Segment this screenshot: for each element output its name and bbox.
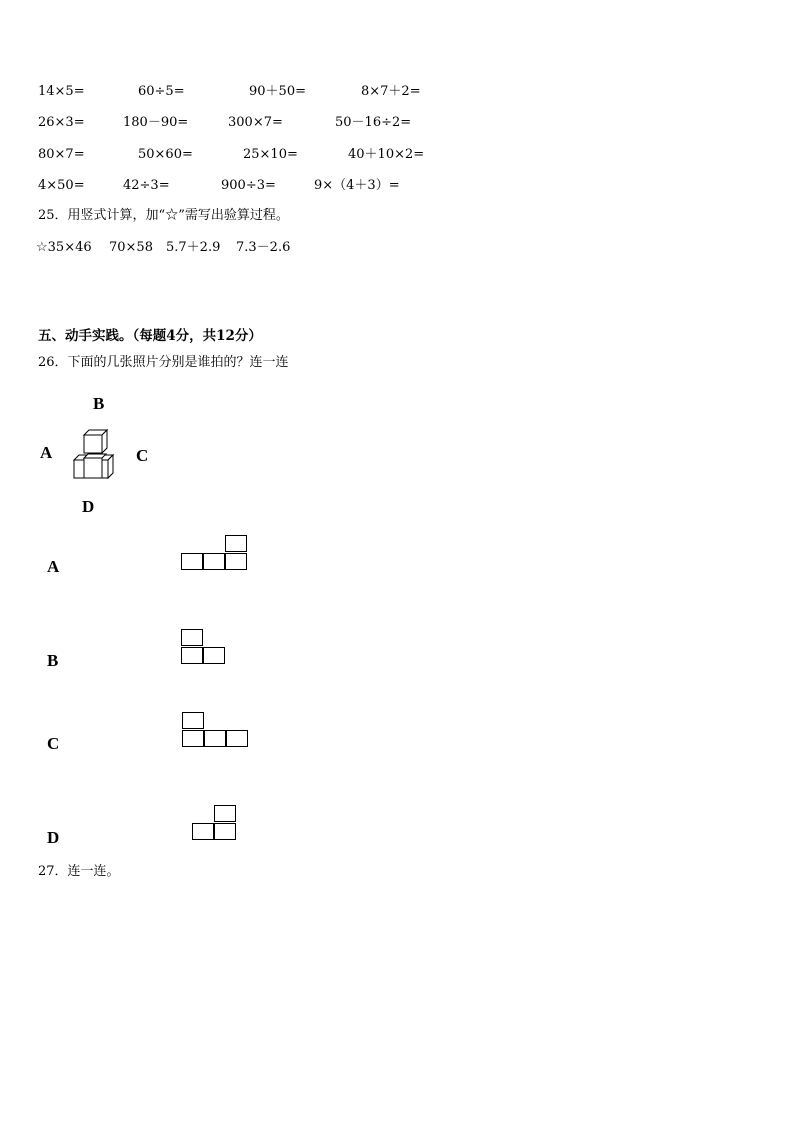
view-square [214,805,236,822]
vertical-calc-item: 5.7＋2.9 [166,240,221,255]
view-square [181,647,203,664]
view-square [225,535,247,552]
view-square [181,553,203,570]
view-square [226,730,248,747]
vertical-calc-item: 7.3－2.6 [236,240,291,255]
calc-item: 25×10= [243,147,298,162]
position-label-d: D [82,497,95,516]
calc-item: 50－16÷2= [335,115,412,130]
view-square [182,712,204,729]
calc-item: 8×7＋2= [361,84,421,99]
calc-item: 80×7= [38,147,85,162]
position-label-b: B [93,394,105,413]
calc-item: 9×（4＋3）= [314,178,400,193]
view-square [225,553,247,570]
view-label-b: B [47,651,59,670]
calc-item: 180－90= [123,115,189,130]
section-heading: 五、动手实践。（每题4分，共12分） [38,328,262,344]
view-square [203,647,225,664]
view-label-a: A [47,557,60,576]
question-27-prompt: 27．连一连。 [38,864,120,879]
view-square [203,553,225,570]
position-label-c: C [136,446,149,465]
question-25-prompt: 25．用竖式计算，加“☆”需写出验算过程。 [38,208,289,223]
view-square [192,823,214,840]
view-label-c: C [47,734,60,753]
calc-item: 300×7= [228,115,283,130]
cube-stack-figure [70,424,122,484]
calc-item: 50×60= [138,147,193,162]
calc-item: 60÷5= [138,84,185,99]
calc-item: 4×50= [38,178,85,193]
question-26-prompt: 26．下面的几张照片分别是谁拍的？连一连 [38,355,289,370]
position-label-a: A [40,443,53,462]
calc-item: 900÷3= [221,178,276,193]
calc-item: 40＋10×2= [348,147,425,162]
calc-item: 26×3= [38,115,85,130]
view-square [181,629,203,646]
calc-item: 14×5= [38,84,85,99]
calc-item: 42÷3= [123,178,170,193]
view-label-d: D [47,828,60,847]
calc-item: 90＋50= [249,84,306,99]
view-square [182,730,204,747]
vertical-calc-item: ☆35×46 [36,240,92,255]
view-square [214,823,236,840]
view-square [204,730,226,747]
vertical-calc-item: 70×58 [109,240,153,255]
